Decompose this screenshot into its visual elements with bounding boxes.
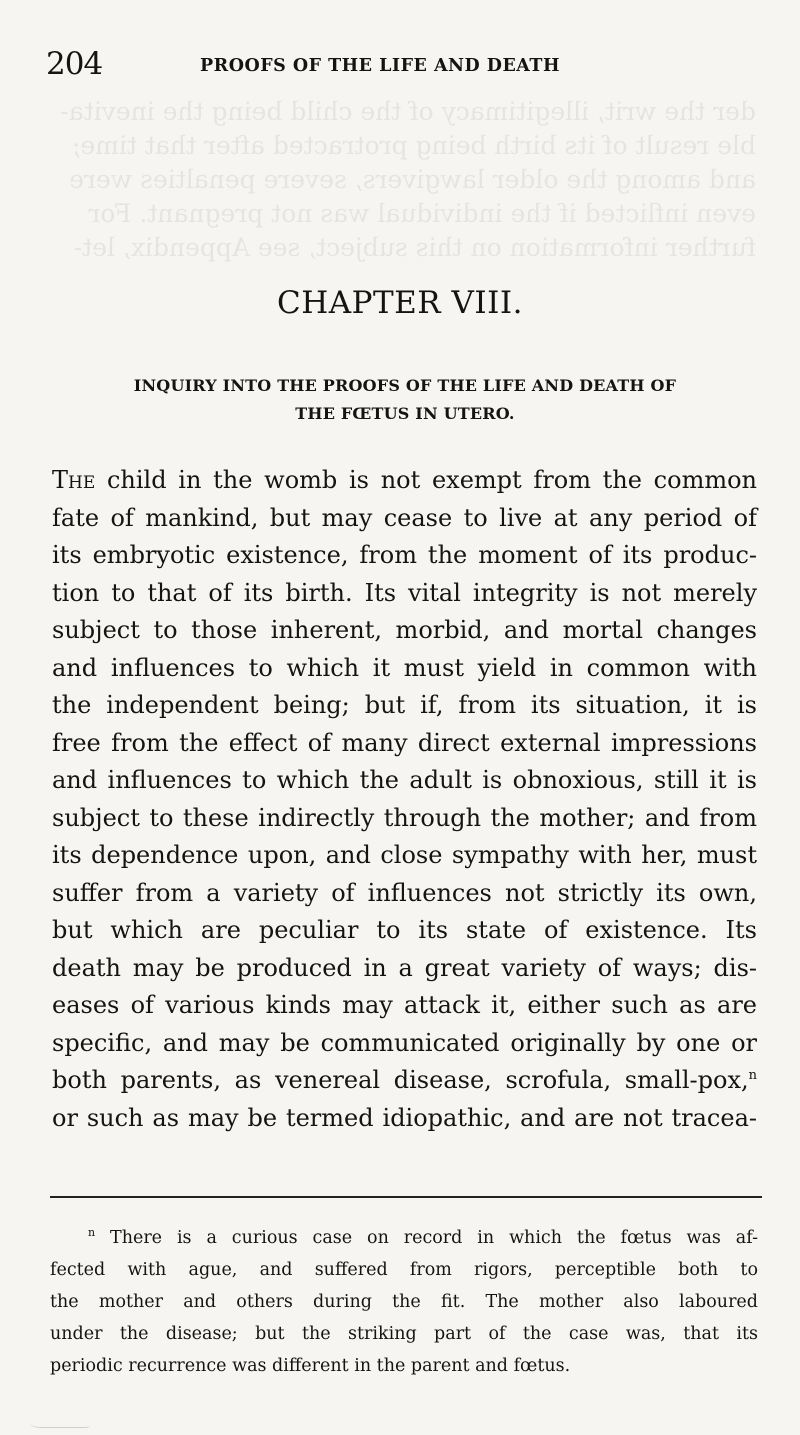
body-line xyxy=(52,1062,757,1100)
body-line-text: child in the womb is not exempt from the common xyxy=(95,466,757,494)
footnote xyxy=(50,1222,758,1382)
show-through-text: der the writ, illegitimacy of the child being the inevita- ble result of its birth being protracted after that time; and among the older lawgivers, severe penalties were even inflicted if the individual was not pregnant. For further information on this subject, see Appendix, let- xyxy=(60,97,756,262)
page-header xyxy=(46,46,756,86)
footnote-rule xyxy=(50,1196,762,1198)
body-line: but which are peculiar to its state of existence. Its xyxy=(52,916,757,944)
footnote-line-text: There is a curious case on record in which the fœtus was af- xyxy=(110,1228,758,1248)
body-line: eases of various kinds may attack it, either such as are xyxy=(52,991,757,1019)
body-line: its dependence upon, and close sympathy with her, must xyxy=(52,841,757,869)
page-number: 204 xyxy=(46,46,103,82)
body-line: its embryotic existence, from the moment of its produc- xyxy=(52,541,757,569)
chapter-title: CHAPTER VIII. xyxy=(277,285,523,321)
chapter-subtitle xyxy=(50,372,760,428)
body-line xyxy=(52,462,757,500)
subtitle-line: INQUIRY INTO THE PROOFS OF THE LIFE AND DEATH OF xyxy=(133,376,677,395)
pencil-mark xyxy=(30,1405,90,1428)
body-line: tion to that of its birth. Its vital integrity is not merely xyxy=(52,578,757,607)
body-line: or such as may be termed idiopathic, and are not tracea- xyxy=(52,1103,757,1132)
footnote-line: the mother and others during the fit. The mother also laboured xyxy=(50,1292,758,1312)
body-line: free from the effect of many direct external impressions xyxy=(52,728,757,757)
running-head: PROOFS OF THE LIFE AND DEATH xyxy=(200,56,560,76)
footnote-line: under the disease; but the striking part of the case was, that its xyxy=(50,1324,758,1344)
body-line: the independent being; but if, from its situation, it is xyxy=(52,691,757,719)
body-line: and influences to which the adult is obnoxious, still it is xyxy=(52,766,757,794)
body-line: fate of mankind, but may cease to live at any period of xyxy=(52,503,757,532)
body-line: and influences to which it must yield in common with xyxy=(52,653,757,682)
footnote-line: periodic recurrence was different in the parent and fœtus. xyxy=(50,1356,571,1376)
body-line: subject to these indirectly through the mother; and from xyxy=(52,803,757,832)
footnote-line: fected with ague, and suffered from rigors, perceptible both to xyxy=(50,1260,758,1280)
body-line-text: both parents, as venereal disease, scrofula, small-pox, xyxy=(52,1066,749,1094)
body-line: specific, and may be communicated originally by one or xyxy=(52,1028,757,1057)
footnote-line xyxy=(50,1222,758,1254)
footnote-reference[interactable]: n xyxy=(748,1068,757,1083)
body-line: death may be produced in a great variety of ways; dis- xyxy=(52,953,757,982)
opening-word: The xyxy=(52,466,96,494)
body-line: subject to those inherent, morbid, and mortal changes xyxy=(52,616,757,644)
body-line: suffer from a variety of influences not strictly its own, xyxy=(52,878,757,907)
footnote-marker: n xyxy=(88,1226,96,1240)
body-paragraph xyxy=(52,462,757,1137)
subtitle-line: THE FŒTUS IN UTERO. xyxy=(295,404,515,423)
